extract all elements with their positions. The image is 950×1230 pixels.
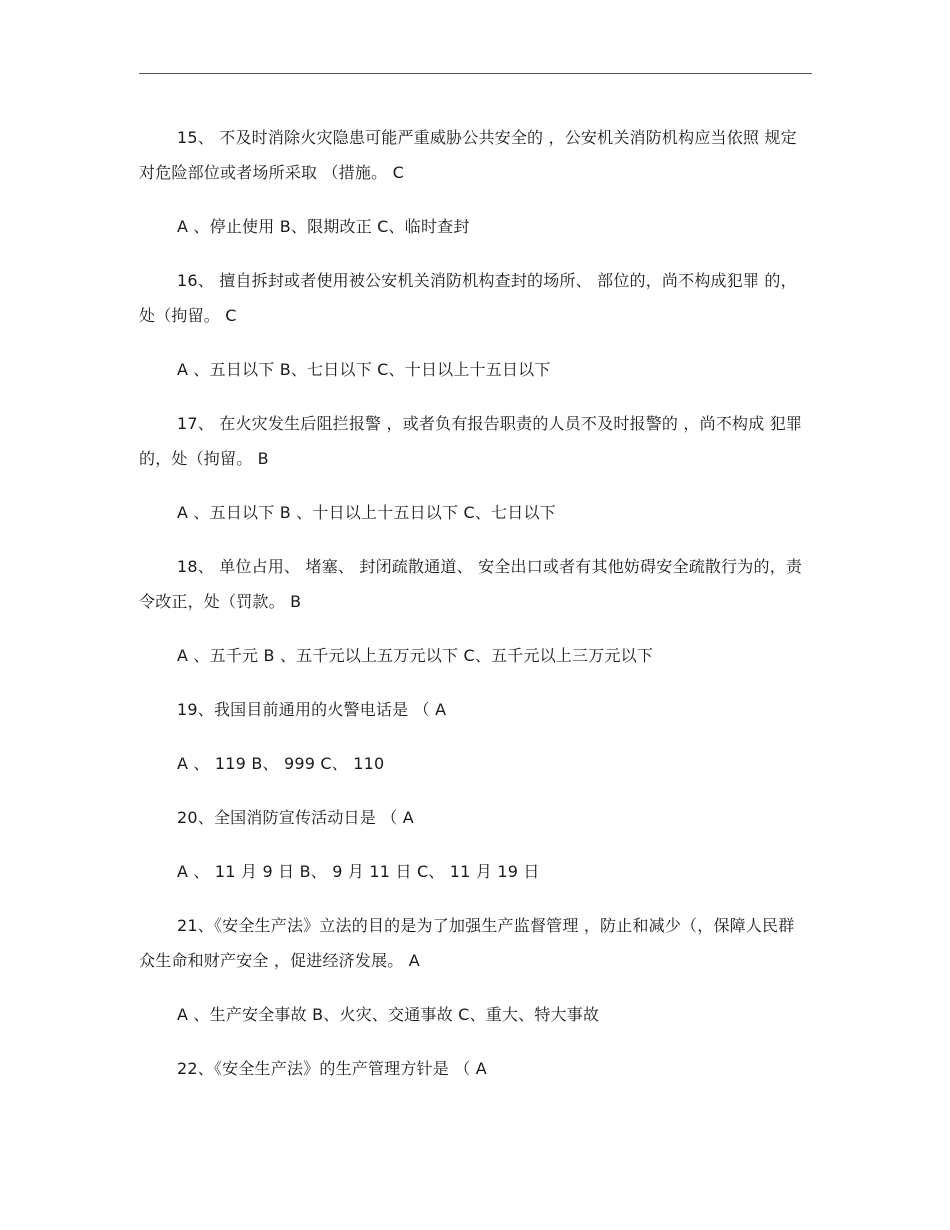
question-22: 22、《安全生产法》的生产管理方针是 （ A [177,1059,487,1078]
options-18: A 、五千元 B 、五千元以上五万元以下 C、五千元以上三万元以下 [177,646,654,665]
question-21: 21、《安全生产法》立法的目的是为了加强生产监督管理 ，防止和减少（，保障人民群众生命和财产安全 ，促进经济发展。 A [139,916,795,970]
options-15: A 、停止使用 B、限期改正 C、临时查封 [177,217,470,236]
question-15: 15、 不及时消除火灾隐患可能严重威胁公共安全的 ，公安机关消防机构应当依照 规定对危险部位或者场所采取 （措施。 C [139,128,797,182]
document-body [139,120,809,1086]
options-16: A 、五日以下 B、七日以下 C、十日以上十五日以下 [177,360,551,379]
options-17: A 、五日以下 B 、十日以上十五日以下 C、七日以下 [177,503,556,522]
options-19: A 、 119 B、 999 C、 110 [177,754,385,773]
question-20: 20、全国消防宣传活动日是 （ A [177,808,414,827]
question-19: 19、我国目前通用的火警电话是 （ A [177,700,447,719]
options-21: A 、生产安全事故 B、火灾、交通事故 C、重大、特大事故 [177,1005,600,1024]
question-18: 18、 单位占用、 堵塞、 封闭疏散通道、 安全出口或者有其他妨碍安全疏散行为的，责令改正，处（罚款。 B [139,557,803,611]
options-20: A 、 11 月 9 日 B、 9 月 11 日 C、 11 月 19 日 [177,862,540,881]
question-17: 17、 在火灾发生后阻拦报警 ，或者负有报告职责的人员不及时报警的 ，尚不构成 犯罪的，处（拘留。 B [139,414,803,468]
header-rule [139,73,812,74]
question-16: 16、 擅自拆封或者使用被公安机关消防机构查封的场所、 部位的，尚不构成犯罪 的，处（拘留。 C [139,271,797,325]
